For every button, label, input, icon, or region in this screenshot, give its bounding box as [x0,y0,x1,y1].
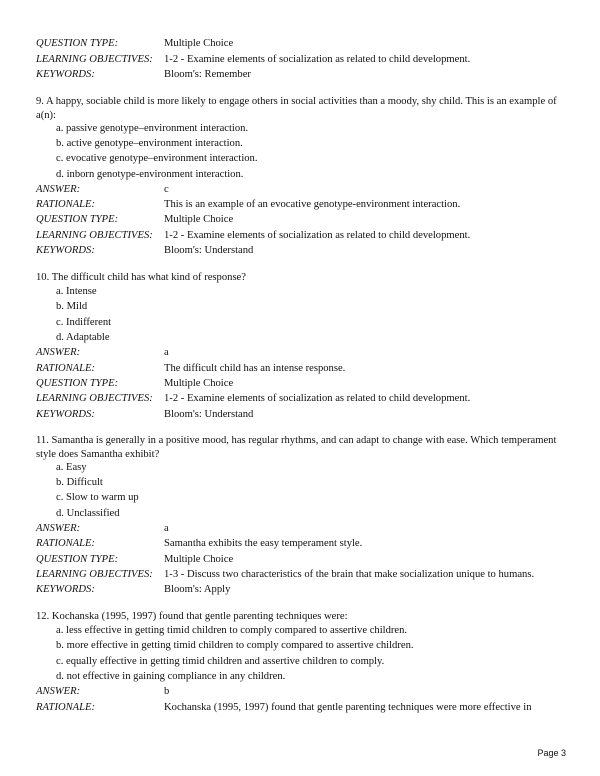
question-10-option-c: c. Indifferent [56,317,112,328]
question-12-stem: 12. Kochanska (1995, 1997) found that gentle parenting techniques were: [36,611,348,622]
label: QUESTION TYPE: [36,214,119,225]
label: QUESTION TYPE: [36,378,119,389]
question-11-option-d: d. Unclassified [56,508,120,519]
question-11-option-c: c. Slow to warm up [56,492,139,503]
label: ANSWER: [36,184,81,195]
value: a [164,347,169,358]
question-11-stem: 11. Samantha is generally in a positive mood, has regular rhythms, and can adapt to change with ease. Which temperament style does Samantha exhibit? [36,435,557,460]
question-9-option-a: a. passive genotype–environment interaction. [56,123,249,134]
value: Kochanska (1995, 1997) found that gentle parenting techniques were more effective in [164,702,532,713]
question-10-option-b: b. Mild [56,301,88,312]
question-11-option-b: b. Difficult [56,477,103,488]
label: RATIONALE: [36,363,96,374]
question-10-stem: 10. The difficult child has what kind of response? [36,272,246,283]
value: Bloom's: Understand [164,245,254,256]
question-10-option-a: a. Intense [56,286,97,297]
label: QUESTION TYPE: [36,38,119,49]
value: Multiple Choice [164,554,234,565]
value: Samantha exhibits the easy temperament style. [164,538,363,549]
value: c [164,184,169,195]
value: Multiple Choice [164,378,234,389]
question-12-option-d: d. not effective in gaining compliance in any children. [56,671,286,682]
value: Bloom's: Understand [164,409,254,420]
label: KEYWORDS: [36,409,95,420]
label: ANSWER: [36,347,81,358]
label: KEYWORDS: [36,584,95,595]
value: The difficult child has an intense response. [164,363,346,374]
question-9-option-d: d. inborn genotype-environment interaction. [56,169,244,180]
question-9-option-b: b. active genotype–environment interaction. [56,138,243,149]
question-9-stem: 9. A happy, sociable child is more likely to engage others in social activities than a moody, shy child. This is an example of a(n): [36,96,557,121]
value: Multiple Choice [164,214,234,225]
value: Bloom's: Apply [164,584,231,595]
value: b [164,686,170,697]
label: LEARNING OBJECTIVES: [36,393,153,404]
value: This is an example of an evocative genotype-environment interaction. [164,199,461,210]
value: 1-3 - Discuss two characteristics of the brain that make socialization unique to humans. [164,569,535,580]
label: LEARNING OBJECTIVES: [36,54,153,65]
value: Bloom's: Remember [164,69,251,80]
question-12-option-b: b. more effective in getting timid children to comply compared to assertive children. [56,640,414,651]
label: RATIONALE: [36,702,96,713]
label: QUESTION TYPE: [36,554,119,565]
value: 1-2 - Examine elements of socialization as related to child development. [164,230,471,241]
label: ANSWER: [36,523,81,534]
value: 1-2 - Examine elements of socialization as related to child development. [164,54,471,65]
value: Multiple Choice [164,38,234,49]
question-12-option-a: a. less effective in getting timid children to comply compared to assertive children. [56,625,408,636]
label: LEARNING OBJECTIVES: [36,569,153,580]
label: RATIONALE: [36,199,96,210]
question-12-option-c: c. equally effective in getting timid children and assertive children to comply. [56,656,385,667]
page-number: Page 3 [537,748,566,758]
question-10-option-d: d. Adaptable [56,332,110,343]
question-11-option-a: a. Easy [56,462,87,473]
value: a [164,523,169,534]
label: RATIONALE: [36,538,96,549]
label: LEARNING OBJECTIVES: [36,230,153,241]
label: KEYWORDS: [36,69,95,80]
question-9-option-c: c. evocative genotype–environment interaction. [56,153,258,164]
label: ANSWER: [36,686,81,697]
value: 1-2 - Examine elements of socialization as related to child development. [164,393,471,404]
label: KEYWORDS: [36,245,95,256]
